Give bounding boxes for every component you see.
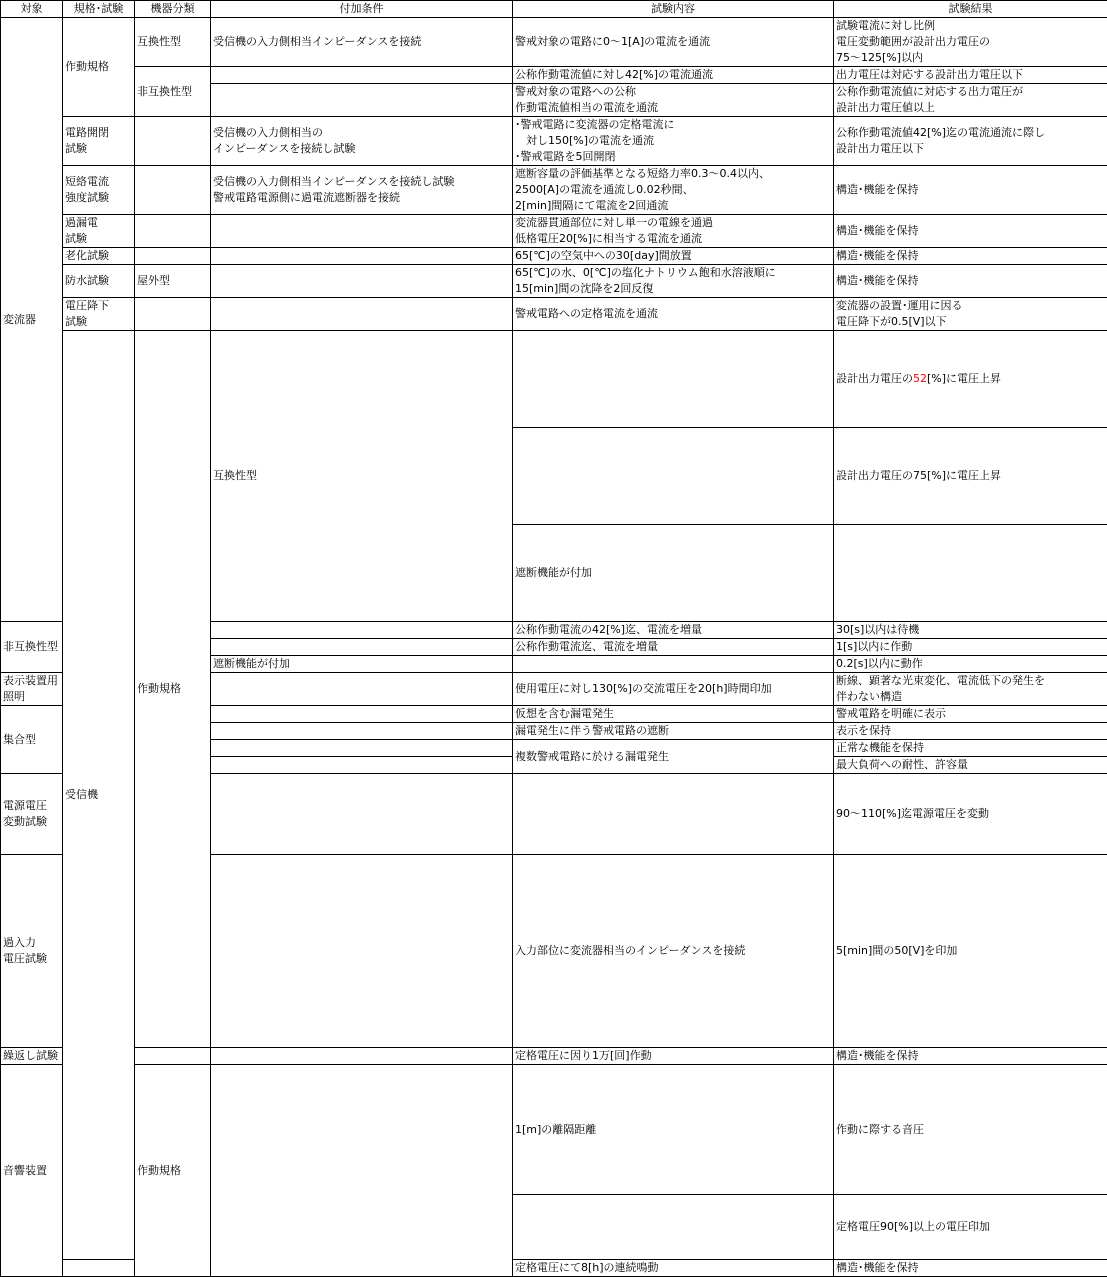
content-cell: 定格電圧90[%]以上の電圧印加 (834, 1195, 1107, 1260)
category-cell: 変流器 (1, 18, 63, 622)
content-cell (513, 656, 834, 673)
content-cell: 定格電圧にて8[h]の連続鳴動 (513, 1260, 834, 1277)
test-cell: 過漏電 試験 (63, 215, 135, 248)
result-cell: 0.2[s]以内に動作 (834, 656, 1107, 673)
test-cell: 電源電圧 変動試験 (1, 774, 63, 855)
content-cell: 公称作動電流迄、電流を増量 (513, 639, 834, 656)
device-cell (135, 215, 211, 248)
device-cell: 非互換性型 (135, 67, 211, 117)
result-cell: 警戒電路を明確に表示 (834, 706, 1107, 723)
result-cell: 30[s]以内は待機 (834, 622, 1107, 639)
condition-cell: 入力部位に変流器相当のインピーダンスを接続 (513, 855, 834, 1048)
result-cell: 変流器の設置･運用に因る 電圧降下が0.5[V]以下 (834, 298, 1107, 331)
condition-cell (211, 622, 513, 639)
table-row (1, 298, 1107, 331)
device-cell: 互換性型 (211, 331, 513, 622)
table-row (1, 215, 1107, 248)
table-row (1, 166, 1107, 215)
test-cell: 電路開閉 試験 (63, 117, 135, 166)
condition-cell: 受信機の入力側相当インピーダンスを接続し試験 警戒電路電源側に過電流遮断器を接続 (211, 166, 513, 215)
test-cell: 繰返し試験 (1, 1048, 63, 1065)
condition-cell (513, 428, 834, 525)
device-cell (211, 855, 513, 1048)
content-cell (834, 331, 1107, 428)
header-row (1, 1, 1107, 18)
content-cell: 変流器貫通部位に対し単一の電線を通過 低格電圧20[%]に相当する電流を通流 (513, 215, 834, 248)
condition-cell (513, 774, 834, 855)
content-cell: 警戒対象の電路への公称 作動電流値相当の電流を通流 (513, 84, 834, 117)
content-cell: 漏電発生に伴う警戒電路の遮断 (513, 723, 834, 740)
content-text: 設計出力電圧の (836, 372, 913, 385)
highlighted-value: 52 (913, 372, 927, 385)
table-row (1, 331, 1107, 428)
condition-cell (63, 1260, 135, 1277)
content-cell: 65[℃]の空気中への30[day]間放置 (513, 248, 834, 265)
header-cell: 対象 (1, 1, 63, 18)
test-cell: 電圧降下 試験 (63, 298, 135, 331)
content-cell: 遮断容量の評価基準となる短絡力率0.3～0.4以内、 2500[A]の電流を通流し0.02秒間、 2[min]間隔にて電流を2回通流 (513, 166, 834, 215)
condition-cell (211, 265, 513, 298)
condition-cell: 受信機の入力側相当の インピーダンスを接続し試験 (211, 117, 513, 166)
result-cell: 公称作動電流値42[%]迄の電流通流に際し 設計出力電圧以下 (834, 117, 1107, 166)
device-cell (135, 117, 211, 166)
condition-cell: 1[m]の離隔距離 (513, 1065, 834, 1195)
result-cell: 構造･機能を保持 (834, 1048, 1107, 1065)
test-cell: 老化試験 (63, 248, 135, 265)
result-cell: 断線、顕著な光束変化、電流低下の発生を 伴わない構造 (834, 673, 1107, 706)
device-cell (135, 1048, 211, 1065)
condition-cell (211, 215, 513, 248)
result-cell: 正常な機能を保持 (834, 740, 1107, 757)
result-cell: 1[s]以内に作動 (834, 639, 1107, 656)
device-cell (211, 1065, 513, 1277)
content-cell (834, 525, 1107, 622)
table-row (1, 265, 1107, 298)
device-cell (135, 248, 211, 265)
device-cell: 集合型 (1, 706, 63, 774)
result-cell: 構造･機能を保持 (834, 1260, 1107, 1277)
condition-cell (513, 331, 834, 428)
condition-cell (211, 84, 513, 117)
table-row (1, 18, 1107, 67)
condition-cell (211, 723, 513, 740)
table-row (1, 1065, 1107, 1130)
test-cell: 短絡電流 強度試験 (63, 166, 135, 215)
condition-cell: 遮断機能が付加 (513, 525, 834, 622)
table-row (1, 67, 1107, 84)
content-cell: 作動に際する音圧 (834, 1065, 1107, 1195)
condition-cell (211, 673, 513, 706)
device-cell: 屋外型 (135, 265, 211, 298)
condition-cell (211, 639, 513, 656)
header-cell: 付加条件 (211, 1, 513, 18)
content-cell: 65[℃]の水、0[℃]の塩化ナトリウム飽和水溶液順に 15[min]間の沈降を2回反復 (513, 265, 834, 298)
condition-cell (211, 757, 513, 774)
header-cell: 機器分類 (135, 1, 211, 18)
content-cell: 使用電圧に対し130[%]の交流電圧を20[h]時間印加 (513, 673, 834, 706)
test-cell: 作動規格 (135, 331, 211, 1048)
condition-cell: 遮断機能が付加 (211, 656, 513, 673)
test-cell: 作動規格 (63, 18, 135, 117)
content-cell: 5[min]間の50[V]を印加 (834, 855, 1107, 1048)
content-text: [%]に電圧上昇 (927, 372, 1001, 385)
condition-cell: 受信機の入力側相当インピーダンスを接続 (211, 18, 513, 67)
device-cell: 互換性型 (135, 18, 211, 67)
test-cell: 防水試験 (63, 265, 135, 298)
content-cell: 警戒対象の電路に0～1[A]の電流を通流 (513, 18, 834, 67)
header-cell: 試験結果 (834, 1, 1107, 18)
result-cell: 構造･機能を保持 (834, 166, 1107, 215)
device-cell (211, 774, 513, 855)
condition-cell (211, 740, 513, 757)
header-cell: 試験内容 (513, 1, 834, 18)
condition-cell (211, 298, 513, 331)
test-cell: 作動規格 (135, 1065, 211, 1277)
content-cell: 公称作動電流の42[%]迄、電流を増量 (513, 622, 834, 639)
content-cell: 公称作動電流値に対し42[%]の電流通流 (513, 67, 834, 84)
condition-cell (211, 706, 513, 723)
content-cell: 警戒電路への定格電流を通流 (513, 298, 834, 331)
content-cell: ･警戒電路に変流器の定格電流に 対し150[%]の電流を通流 ･警戒電路を5回開閉 (513, 117, 834, 166)
result-cell: 公称作動電流値に対応する出力電圧が 設計出力電圧値以上 (834, 84, 1107, 117)
result-cell: 構造･機能を保持 (834, 248, 1107, 265)
result-cell: 最大負荷への耐性、許容量 (834, 757, 1107, 774)
table-row (1, 117, 1107, 166)
result-cell: 表示を保持 (834, 723, 1107, 740)
content-cell: 複数警戒電路に於ける漏電発生 (513, 740, 834, 774)
device-cell (135, 298, 211, 331)
test-cell: 過入力 電圧試験 (1, 855, 63, 1048)
result-cell: 構造･機能を保持 (834, 265, 1107, 298)
header-cell: 規格･試験 (63, 1, 135, 18)
result-cell: 試験電流に対し比例 電圧変動範囲が設計出力電圧の 75～125[%]以内 (834, 18, 1107, 67)
condition-cell (211, 67, 513, 84)
category-cell: 音響装置 (1, 1065, 63, 1277)
content-cell: 定格電圧に因り1万[回]作動 (513, 1048, 834, 1065)
content-cell: 設計出力電圧の75[%]に電圧上昇 (834, 428, 1107, 525)
result-cell: 出力電圧は対応する設計出力電圧以下 (834, 67, 1107, 84)
condition-cell (513, 1195, 834, 1260)
table-row (1, 1048, 1107, 1065)
category-cell: 受信機 (63, 331, 135, 1260)
device-cell: 表示装置用 照明 (1, 673, 63, 706)
condition-cell (211, 248, 513, 265)
table-row (1, 248, 1107, 265)
content-cell: 仮想を含む漏電発生 (513, 706, 834, 723)
result-cell: 構造･機能を保持 (834, 215, 1107, 248)
device-cell (135, 166, 211, 215)
device-cell: 非互換性型 (1, 622, 63, 673)
condition-cell (211, 1048, 513, 1065)
content-cell: 90～110[%]迄電源電圧を変動 (834, 774, 1107, 855)
